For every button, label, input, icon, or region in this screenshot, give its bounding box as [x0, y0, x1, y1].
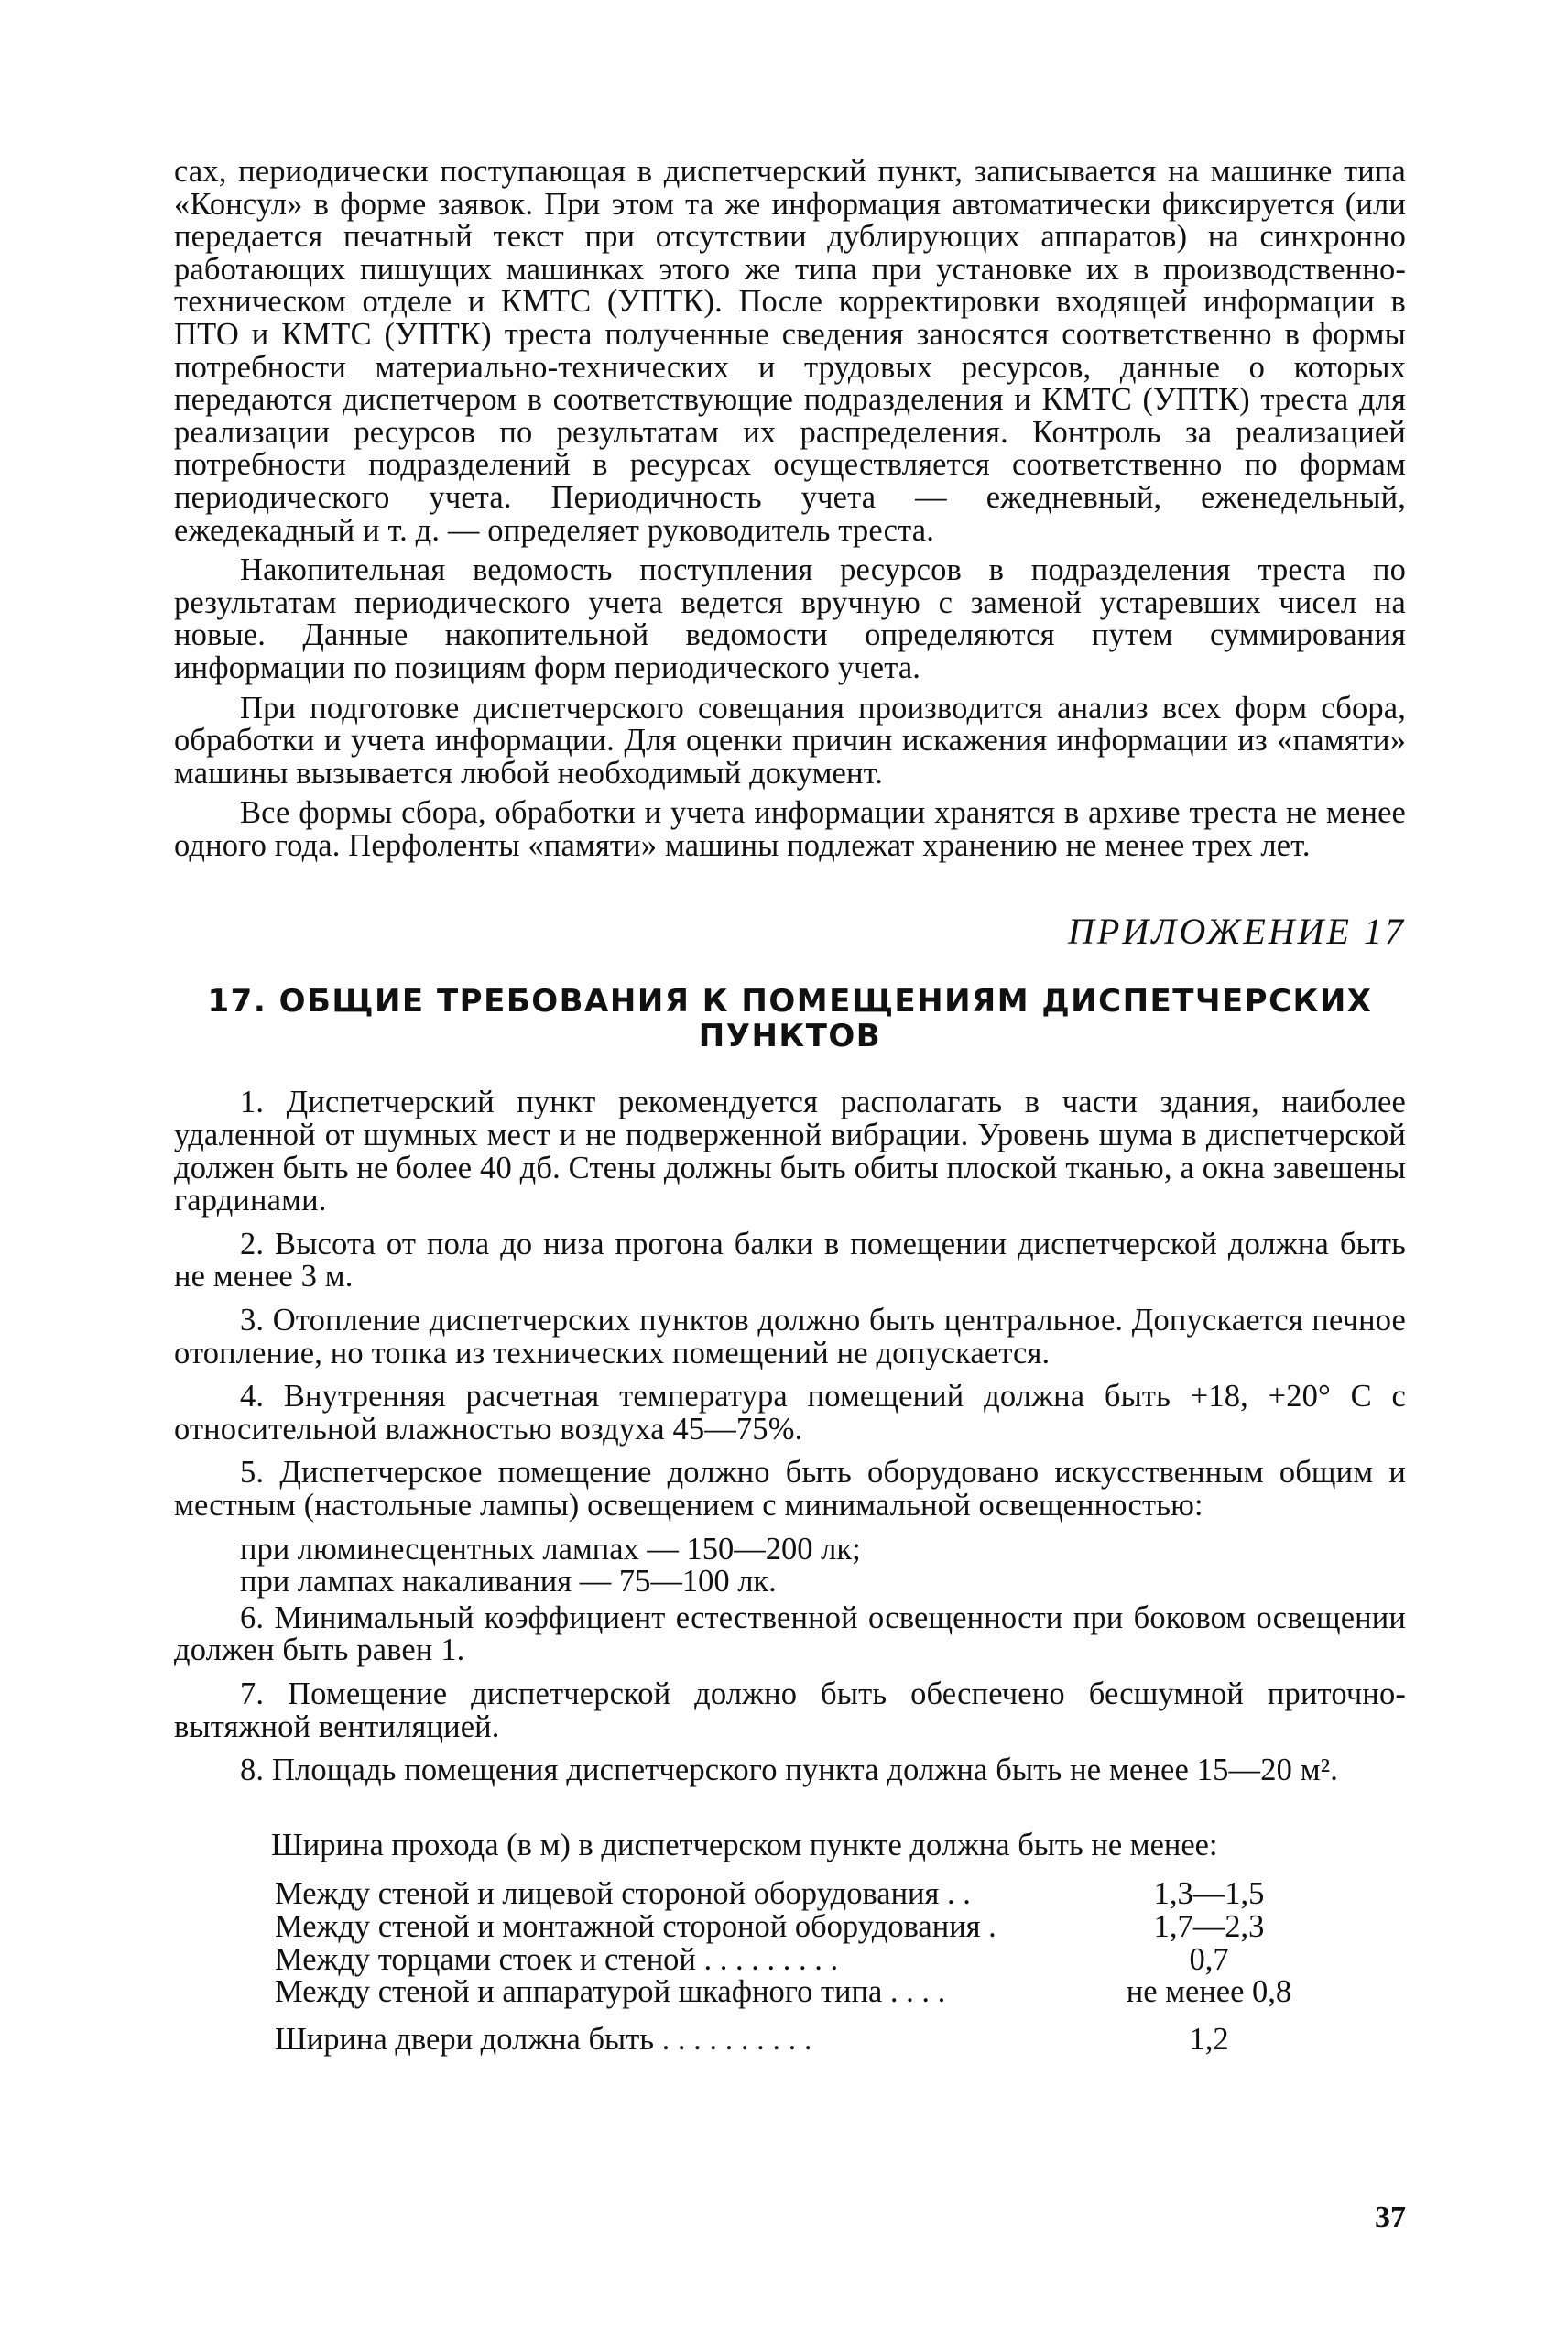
list-item: 7. Помещение диспетчерской должно быть обеспечено бесшумной приточно-вытяжной вентиляцией. — [174, 1676, 1406, 1744]
document-page — [174, 156, 1406, 2263]
list-item: 1. Диспетчерский пункт рекомендуется располагать в части здания, наиболее удаленной от шумных мест и не подверженной вибрации. Уровень шума в диспетчерской должен быть не более 40 дб. Стены должны быть обиты плоской тканью, а окна завешены гардинами. — [174, 1085, 1406, 1218]
list-item: 3. Отопление диспетчерских пунктов должно быть центральное. Допускается печное отопление, но топка из технических помещений не допускается. — [174, 1303, 1406, 1370]
table-cell-value: 1,3—1,5 — [1153, 1876, 1265, 1912]
table-row — [275, 1944, 1301, 1977]
table-cell-value: 1,2 — [1189, 2021, 1229, 2057]
list-item: 8. Площадь помещения диспетчерского пункта должна быть не менее 15—20 м². — [240, 1753, 1339, 1788]
widths-table — [275, 1878, 1301, 2056]
table-cell-label: Между стеной и аппаратурой шкафного типа . . . . — [275, 1974, 946, 2010]
paragraph: Накопительная ведомость поступления ресурсов в подразделения треста по результатам периодического учета ведется вручную с заменой устаревших чисел на новые. Данные накопительной ведомости определяются путем суммирования информации по позициям форм периодического учета. — [174, 552, 1406, 685]
table-row — [275, 2009, 1301, 2057]
table-cell-value: 0,7 — [1189, 1941, 1229, 1977]
lighting-line: при лампах накаливания — 75—100 лк. — [240, 1564, 777, 1600]
paragraph: сах, периодически поступающая в диспетчерский пункт, записывается на машинке типа «Консул» в форме заявок. При этом та же информация автоматически фиксируется (или передается печатный текст при отсутствии дублирующих аппаратов) на синхронно работающих пишущих машинках этого же типа при установке их в производственно-техническом отделе и КМТС (УПТК). После корректировки входящей информации в ПТО и КМТС (УПТК) треста полученные сведения заносятся соответственно в формы потребности материально-технических и трудовых ресурсов, данные о которых передаются диспетчером в соответствующие подразделения и КМТС (УПТК) треста для реализации ресурсов по результатам их распределения. Контроль за реализацией потребности подразделений в ресурсах осуществляется соответственно по формам периодического учета. Периодичность учета — ежедневный, еженедельный, ежедекадный и т. д. — определяет руководитель треста. — [174, 154, 1406, 548]
table-row — [275, 1878, 1301, 1911]
table-row — [275, 1911, 1301, 1944]
table-cell-value: 1,7—2,3 — [1153, 1908, 1265, 1944]
appendix-label: ПРИЛОЖЕНИЕ 17 — [1068, 911, 1406, 953]
list-item: 6. Минимальный коэффициент естественной освещенности при боковом освещении должен быть равен 1. — [174, 1600, 1406, 1668]
section-heading-line: ПУНКТОВ — [698, 1018, 882, 1055]
table-cell-label: Между стеной и монтажной стороной оборудования . — [275, 1908, 996, 1944]
paragraph: При подготовке диспетчерского совещания производится анализ всех форм сбора, обработки и учета информации. Для оценки причин искажения информации из «памяти» машины вызывается любой необходимый документ. — [174, 690, 1406, 791]
table-cell-label: Между торцами стоек и стеной . . . . . . . . . — [275, 1941, 839, 1977]
lighting-line: при люминесцентных лампах — 150—200 лк; — [240, 1531, 861, 1567]
widths-intro: Ширина прохода (в м) в диспетчерском пункте должна быть не менее: — [271, 1827, 1218, 1862]
table-cell-value: не менее 0,8 — [1126, 1974, 1292, 2010]
section-heading-line: 17. ОБЩИЕ ТРЕБОВАНИЯ К ПОМЕЩЕНИЯМ ДИСПЕТЧЕРСКИХ — [207, 983, 1373, 1021]
paragraph: Все формы сбора, обработки и учета информации хранятся в архиве треста не менее одного года. Перфоленты «памяти» машины подлежат хранению не менее трех лет. — [174, 795, 1406, 863]
list-item: 5. Диспетчерское помещение должно быть оборудовано искусственным общим и местным (настольные лампы) освещением с минимальной освещенностью: — [174, 1455, 1406, 1523]
list-item: 4. Внутренняя расчетная температура помещений должна быть +18, +20° С с относительной влажностью воздуха 45—75%. — [174, 1379, 1406, 1447]
page-number: 37 — [1375, 2200, 1406, 2234]
table-cell-label: Между стеной и лицевой стороной оборудования . . — [275, 1876, 971, 1912]
section-heading — [174, 984, 1406, 1054]
table-row — [275, 1976, 1301, 2009]
list-item: 2. Высота от пола до низа прогона балки в помещении диспетчерской должна быть не менее 3 м. — [174, 1226, 1406, 1294]
table-cell-label: Ширина двери должна быть . . . . . . . . . . — [275, 2021, 812, 2057]
